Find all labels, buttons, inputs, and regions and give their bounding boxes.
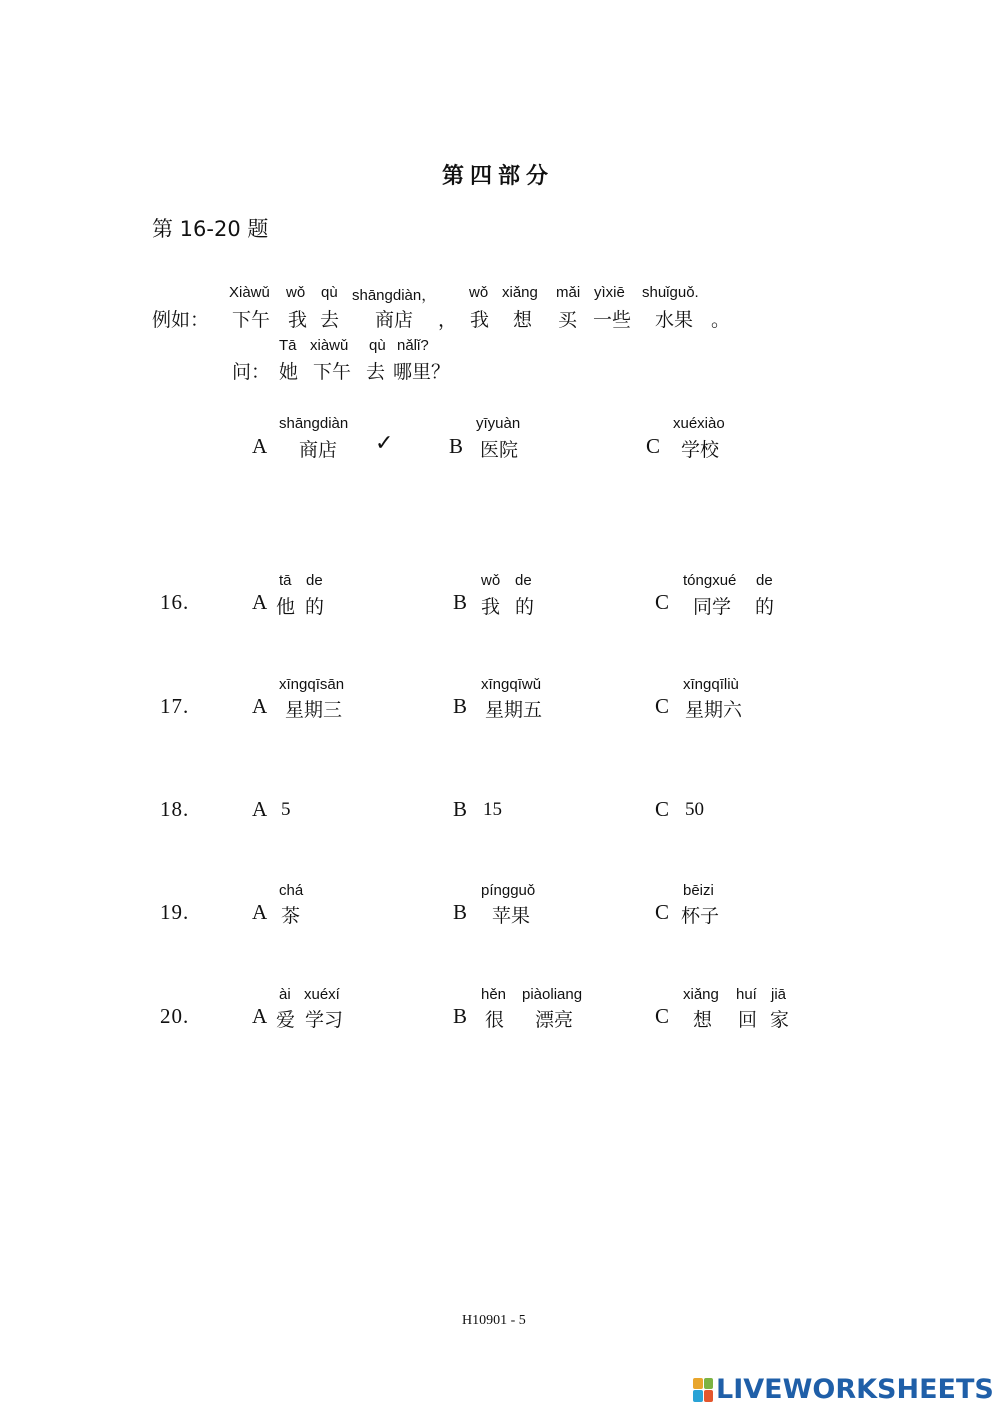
option-letter[interactable]: C [655,1004,670,1028]
hanzi: 我 [470,309,490,331]
hanzi: 茶 [281,905,301,927]
section-title: 第四部分 [442,164,555,189]
option-letter[interactable]: A [252,590,268,614]
pinyin: wǒ [481,572,501,589]
option-value: 5 [281,799,291,820]
option-letter[interactable]: A [252,694,268,718]
hanzi: 的 [515,596,535,618]
example-label: 例如： [152,309,210,331]
pinyin: xuéxiào [673,415,725,432]
hanzi: 她 [279,361,299,383]
option-value: 50 [685,799,704,820]
hanzi: 下午 [313,361,352,383]
hanzi: 星期五 [485,699,543,721]
pinyin: xiǎng [502,284,538,301]
pinyin: shuǐguǒ. [642,284,699,301]
hanzi: 星期六 [685,699,743,721]
pinyin: Tā [279,337,297,354]
hanzi: 买 [558,309,578,331]
hanzi: 很 [485,1009,505,1031]
pinyin: yīyuàn [476,415,521,432]
option-letter[interactable]: B [453,1004,468,1028]
hanzi: 我 [288,309,308,331]
hanzi: 的 [305,596,325,618]
option-letter: B [449,434,464,458]
question-number: 18. [160,797,190,821]
hanzi: 漂亮 [535,1009,574,1031]
option-value: 15 [483,799,502,820]
hanzi: 水果 [655,309,694,331]
hanzi: 医院 [480,439,519,461]
option-letter[interactable]: C [655,694,670,718]
pinyin: xiǎng [683,986,719,1003]
option-letter[interactable]: C [655,590,670,614]
pinyin: hěn [481,986,507,1003]
logo-mark-icon [693,1378,713,1402]
logo-text: LIVEWORKSHEETS [716,1374,994,1405]
hanzi: 苹果 [492,905,531,927]
pinyin: xīngqīliù [683,676,739,693]
question-number: 16. [160,590,190,614]
hanzi: 同学 [693,596,732,618]
hanzi: 他 [276,596,296,618]
hanzi: 星期三 [285,699,343,721]
hanzi: 学校 [681,439,720,461]
page-footer: H10901 - 5 [462,1313,526,1328]
pinyin: xīngqīwǔ [481,676,542,693]
pinyin: xiàwǔ [310,337,349,354]
question-number: 17. [160,694,190,718]
option-letter[interactable]: A [252,797,268,821]
hanzi: 爱 [276,1009,296,1031]
pinyin: ài [279,986,291,1003]
hanzi: 一些 [593,309,632,331]
pinyin: tóngxué [683,572,737,589]
pinyin: tā [279,572,292,589]
pinyin: wǒ [469,284,489,301]
pinyin: de [515,572,532,589]
checkmark-icon: ✓ [375,431,394,456]
option-letter[interactable]: A [252,900,268,924]
option-letter[interactable]: A [252,1004,268,1028]
pinyin: xīngqīsān [279,676,345,693]
hanzi: 想 [513,309,533,331]
question-number: 20. [160,1004,190,1028]
pinyin: de [756,572,773,589]
question-label: 问： [232,361,271,383]
option-letter[interactable]: C [655,900,670,924]
pinyin: wǒ [286,284,306,301]
option-letter: C [646,434,661,458]
option-letter[interactable]: C [655,797,670,821]
pinyin: Xiàwǔ [229,284,270,301]
pinyin: bēizi [683,882,714,899]
pinyin: piàoliang [522,986,583,1003]
option-letter: A [252,434,268,458]
pinyin: shāngdiàn [279,415,349,432]
pinyin: yìxiē [594,284,625,301]
hanzi: 学习 [305,1009,344,1031]
pinyin: nǎlǐ? [397,337,429,354]
pinyin: huí [736,986,757,1003]
hanzi: 杯子 [681,905,720,927]
question-number: 19. [160,900,190,924]
hanzi: 想 [693,1009,713,1031]
pinyin: shāngdiàn， [352,287,437,304]
hanzi: 家 [770,1009,790,1031]
hanzi: 下午 [232,309,271,331]
option-letter[interactable]: B [453,797,468,821]
punctuation: 。 [711,309,731,331]
liveworksheets-logo[interactable] [693,1374,994,1405]
hanzi: 回 [738,1009,758,1031]
pinyin: xuéxí [304,986,340,1003]
pinyin: qù [321,284,338,301]
hanzi: 商店 [299,439,338,461]
pinyin: qù [369,337,386,354]
pinyin: chá [279,882,304,899]
question-range: 第 16-20 题 [152,217,269,241]
pinyin: jiā [771,986,787,1003]
hanzi: 我 [481,596,501,618]
pinyin: mǎi [556,284,581,301]
hanzi: 去 [366,361,386,383]
pinyin: de [306,572,323,589]
hanzi: 去 [320,309,340,331]
hanzi: 哪里？ [393,361,451,383]
option-letter[interactable]: B [453,900,468,924]
hanzi: 的 [755,596,775,618]
hanzi: 商店 [375,309,414,331]
pinyin: píngguǒ [481,882,536,899]
punctuation: ， [438,309,458,331]
option-letter[interactable]: B [453,694,468,718]
option-letter[interactable]: B [453,590,468,614]
